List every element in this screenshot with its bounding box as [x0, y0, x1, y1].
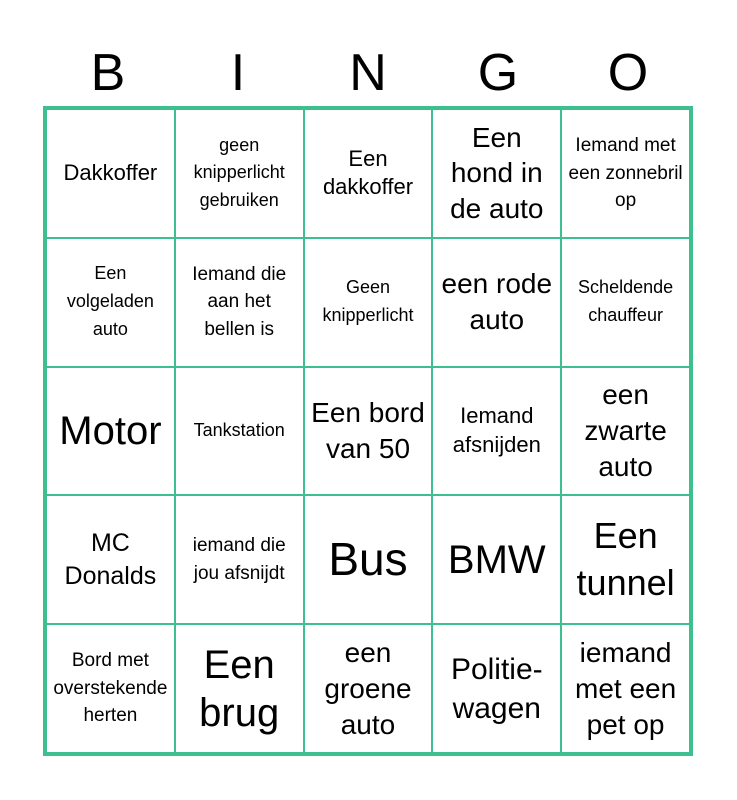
bingo-cell[interactable]: Een tunnel [561, 495, 690, 624]
bingo-cell[interactable]: Een bord van 50 [304, 367, 433, 496]
bingo-cell[interactable]: iemand met een pet op [561, 624, 690, 753]
bingo-cell[interactable]: Geen knipperlicht [304, 238, 433, 367]
bingo-cell[interactable]: Tankstation [175, 367, 304, 496]
bingo-cell[interactable]: Motor [46, 367, 175, 496]
bingo-cell[interactable]: iemand die jou afsnijdt [175, 495, 304, 624]
bingo-cell[interactable]: Een dakkoffer [304, 109, 433, 238]
bingo-cell[interactable]: Een brug [175, 624, 304, 753]
bingo-cell[interactable]: BMW [432, 495, 561, 624]
bingo-card [43, 106, 693, 756]
bingo-cell[interactable]: Iemand afsnijden [432, 367, 561, 496]
bingo-cell[interactable]: een zwarte auto [561, 367, 690, 496]
bingo-cell[interactable]: Een hond in de auto [432, 109, 561, 238]
bingo-cell[interactable]: Bus [304, 495, 433, 624]
bingo-cell[interactable]: een groene auto [304, 624, 433, 753]
header-letter-g: G [477, 44, 519, 102]
header-letter-b: B [90, 44, 126, 102]
bingo-cell[interactable]: Iemand die aan het bellen is [175, 238, 304, 367]
bingo-cell[interactable]: Iemand met een zonnebril op [561, 109, 690, 238]
header-letter-n: N [349, 44, 387, 102]
bingo-cell[interactable]: Bord met overstekende herten [46, 624, 175, 753]
header-letter-o: O [607, 44, 649, 102]
bingo-cell[interactable]: MC Donalds [46, 495, 175, 624]
bingo-cell[interactable]: een rode auto [432, 238, 561, 367]
bingo-cell[interactable]: Scheldende chauffeur [561, 238, 690, 367]
header-letter-i: I [230, 44, 246, 102]
bingo-cell[interactable]: Politie-wagen [432, 624, 561, 753]
bingo-cell[interactable]: Een volgeladen auto [46, 238, 175, 367]
bingo-cell[interactable]: geen knipperlicht gebruiken [175, 109, 304, 238]
bingo-cell[interactable]: Dakkoffer [46, 109, 175, 238]
bingo-header [43, 40, 693, 106]
